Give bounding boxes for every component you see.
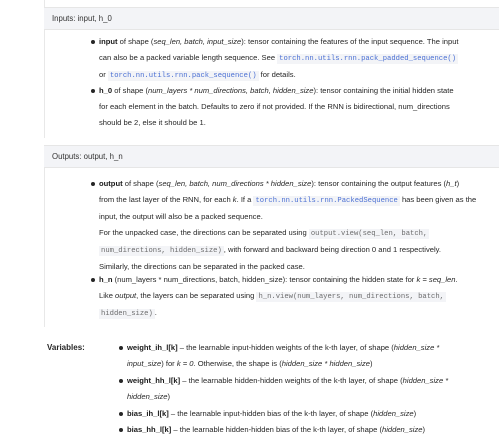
param-output-line4 xyxy=(99,225,494,242)
var-name: bias_hh_l[k] xyxy=(127,425,172,434)
var-name: weight_ih_l[k] xyxy=(127,343,178,352)
text: has been given as the xyxy=(399,195,477,204)
shape-text: seq_len, batch, input_size xyxy=(153,37,242,46)
var-weight-ih xyxy=(127,340,497,372)
shape-text: hidden_size * xyxy=(393,343,440,352)
text: ) for xyxy=(161,359,177,368)
text: of shape ( xyxy=(117,37,154,46)
var-name: bias_ih_l[k] xyxy=(127,409,169,418)
param-output-line1 xyxy=(99,176,494,192)
outputs-left-rule xyxy=(44,145,45,327)
ht-text: h_t xyxy=(446,179,457,188)
bullet-icon xyxy=(119,346,123,350)
var-weight-ih-line1 xyxy=(127,340,497,356)
param-input-line3 xyxy=(99,67,494,84)
text: . xyxy=(154,308,157,317)
bullet-icon xyxy=(119,428,123,432)
param-input-line2 xyxy=(99,50,494,67)
text: ) xyxy=(422,425,426,434)
shape-text: hidden_size * xyxy=(402,376,449,385)
output-text: output xyxy=(115,291,137,300)
shape-text: input_size xyxy=(127,359,162,368)
param-hn-line3 xyxy=(99,305,494,322)
shape-text: num_layers * num_directions, batch, hidden_size xyxy=(147,86,314,95)
code-snippet: output.view(seq_len, batch, xyxy=(310,230,428,238)
outputs-header xyxy=(44,145,499,168)
param-hn-line2 xyxy=(99,288,494,305)
text: or xyxy=(99,70,108,79)
text: ) xyxy=(413,409,417,418)
text: , with forward and backward being direction 0 and 1 respectively. xyxy=(223,245,442,254)
var-bias-hh xyxy=(127,422,497,438)
param-input-line1 xyxy=(99,34,494,50)
param-h0 xyxy=(99,83,494,131)
shape-text: hidden_size xyxy=(127,392,168,401)
shape-text: hidden_size * hidden_size xyxy=(281,359,370,368)
param-output-line5 xyxy=(99,242,494,259)
text: ): tensor containing the output features ( xyxy=(311,179,447,188)
var-bias-ih xyxy=(127,406,497,422)
text: – the learnable input-hidden weights of the k-th layer, of shape ( xyxy=(177,343,394,352)
bullet-icon xyxy=(119,379,123,383)
text: For the unpacked case, the directions can be separated using xyxy=(99,228,309,237)
k-text: k = 0 xyxy=(176,359,194,368)
code-snippet: hidden_size) xyxy=(101,310,153,318)
var-weight-hh xyxy=(127,373,497,405)
var-name: weight_hh_l[k] xyxy=(127,376,181,385)
inputs-header xyxy=(44,7,499,30)
text: , the layers can be separated using xyxy=(136,291,257,300)
param-name: input xyxy=(99,37,118,46)
param-name: output xyxy=(99,179,123,188)
text: . xyxy=(455,275,458,284)
param-input xyxy=(99,34,494,84)
outputs-header-text: Outputs: output, h_n xyxy=(52,152,123,161)
text: of shape ( xyxy=(112,86,148,95)
text: . Otherwise, the shape is ( xyxy=(193,359,282,368)
text: . If a xyxy=(236,195,254,204)
text: – the learnable hidden-hidden bias of the k-th layer, of shape ( xyxy=(171,425,382,434)
param-h0-line1 xyxy=(99,83,494,99)
text: – the learnable input-hidden bias of the k-th layer, of shape ( xyxy=(168,409,374,418)
text: ) xyxy=(369,359,373,368)
code-snippet: num_directions, hidden_size) xyxy=(101,247,222,255)
var-weight-hh-line1 xyxy=(127,373,497,389)
shape-text: seq_len, batch, num_directions * hidden_size xyxy=(158,179,312,188)
param-name: h_0 xyxy=(99,86,113,95)
text: ) xyxy=(167,392,171,401)
param-name: h_n xyxy=(99,275,113,284)
param-output-line3: input, the output will also be a packed sequence. xyxy=(99,212,263,221)
variables-label: Variables: xyxy=(47,343,85,352)
text: ): tensor containing the initial hidden state xyxy=(313,86,454,95)
text: ): tensor containing the features of the input sequence. The input xyxy=(241,37,459,46)
param-output-line2 xyxy=(99,192,494,209)
bullet-icon xyxy=(119,412,123,416)
param-hn-line1 xyxy=(99,272,494,288)
text: can also be a packed variable length sequence. See xyxy=(99,53,278,62)
var-weight-hh-line2 xyxy=(127,389,497,405)
bullet-icon xyxy=(91,182,95,186)
inputs-header-text: Inputs: input, h_0 xyxy=(52,14,112,23)
text: from the last layer of the RNN, for each xyxy=(99,195,233,204)
shape-text: hidden_size xyxy=(381,425,423,434)
pack-sequence-link[interactable]: torch.nn.utils.rnn.pack_sequence() xyxy=(109,72,257,80)
pack-padded-sequence-link[interactable]: torch.nn.utils.rnn.pack_padded_sequence() xyxy=(279,55,457,63)
text: – the learnable hidden-hidden weights of the k-th layer, of shape ( xyxy=(180,376,403,385)
param-output-line6: Similarly, the directions can be separated in the packed case. xyxy=(99,262,305,271)
k-text: k xyxy=(232,195,237,204)
k-text: k = seq_len xyxy=(416,275,456,284)
packed-sequence-link[interactable]: torch.nn.utils.rnn.PackedSequence xyxy=(255,197,398,205)
bullet-icon xyxy=(91,40,95,44)
shape-text: hidden_size xyxy=(373,409,414,418)
bullet-icon xyxy=(91,278,95,282)
text: of shape ( xyxy=(122,179,159,188)
var-weight-ih-line2 xyxy=(127,356,497,372)
var-bias-hh-line1 xyxy=(127,422,497,438)
text: Like xyxy=(99,291,116,300)
text: ) xyxy=(456,179,460,188)
param-hn xyxy=(99,272,494,322)
text: for details. xyxy=(258,70,296,79)
param-output xyxy=(99,176,494,275)
param-h0-line3: should be 2, else it should be 1. xyxy=(99,118,206,127)
param-h0-line2: for each element in the batch. Defaults to zero if not provided. If the RNN is bidirectional, num_directions xyxy=(99,102,450,111)
var-bias-ih-line1 xyxy=(127,406,497,422)
bullet-icon xyxy=(91,89,95,93)
text: (num_layers * num_directions, batch, hidden_size): tensor containing the hidden state for xyxy=(112,275,417,284)
code-snippet: h_n.view(num_layers, num_directions, batch, xyxy=(258,293,444,301)
